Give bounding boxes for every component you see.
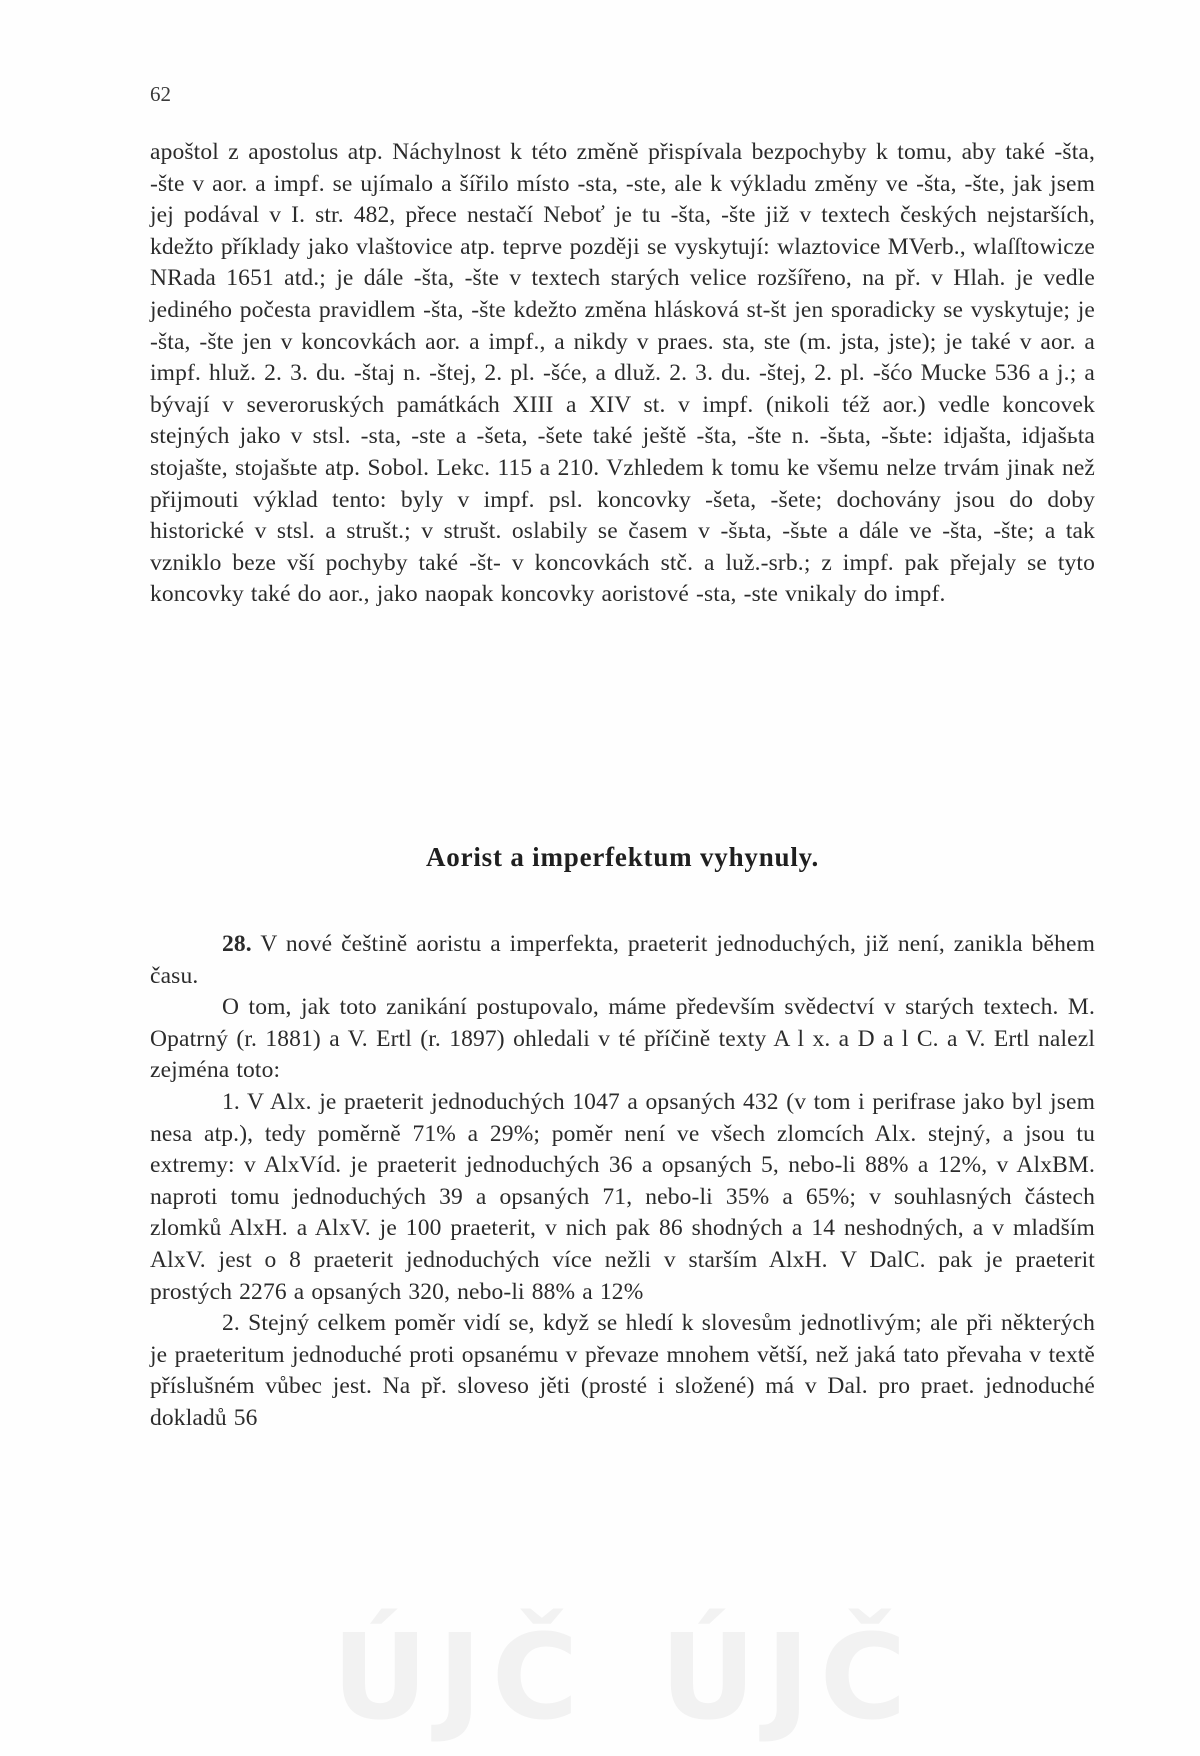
- paragraph-text: V nové češtině aoristu a imperfekta, praeterit jednoduchých, již není, zanikla během času.: [150, 931, 1095, 989]
- body-text-top: [150, 137, 1095, 611]
- paragraph-28: [150, 929, 1095, 992]
- page-number: 62: [150, 82, 171, 106]
- list-item-1: 1. V Alx. je praeterit jednoduchých 1047 a opsaných 432 (v tom i perifrase jako byl jsem nesa atp.), tedy poměrně 71% a 29%; poměr není ve všech zlomcích Alx. stejný, a jsou tu extremy: v AlxVíd. je praeterit jednoduchých 36 a opsaných 5, nebo-li 88% a 12%, v AlxBM. naproti tomu jednoduchých 39 a opsaných 71, nebo-li 35% a 65%; v souhlasných částech zlomků AlxH. a AlxV. je 100 praeterit, v nich pak 86 shodných a 14 neshodných, a v mladším AlxV. jest o 8 praeterit jednoduchých více nežli v starším AlxH. V DalC. pak je praeterit prostých 2276 a opsaných 320, nebo-li 88% a 12%: [150, 1088, 1095, 1305]
- paragraph: O tom, jak toto zanikání postupovalo, máme především svědectví v starých textech. M. Opatrný (r. 1881) a V. Ertl (r. 1897) ohledali v té příčině texty A l x. a D a l C. a V. Ertl nalezl zejména toto:: [150, 994, 1095, 1084]
- continuation-paragraph: apoštol z apostolus atp. Náchylnost k této změně přispívala bezpochyby k tomu, aby také -šta, -šte v aor. a impf. se ujímalo a šířilo místo -sta, -ste, ale k výkladu změny ve -šta, -šte, jak jsem jej podával v I. str. 482, přece nestačí Neboť je tu -šta, -šte již v textech českých nejstarších, kdežto příklady jako vlaštovice atp. teprve později se vyskytují: wlaztovice MVerb., wlaſſtowicze NRada 1651 atd.; je dále -šta, -šte v textech starých velice rozšířeno, na př. v Hlah. je vedle jediného počesta pravidlem -šta, -šte kdežto změna hlásková st-št jen sporadicky se vyskytuje; je -šta, -šte jen v koncovkách aor. a impf., a nikdy v praes. sta, ste (m. jsta, jste); je také v aor. a impf. hluž. 2. 3. du. -štaj n. -štej, 2. pl. -šće, a dluž. 2. 3. du. -štej, 2. pl. -šćo Mucke 536 a j.; a bývají v severoruských památkách XIII a XIV st. v impf. (nikoli též aor.) vedle koncovek stejných jako v stsl. -sta, -ste a -šeta, -šete také ještě -šta, -šte n. -šьta, -šьte: idjašta, idjašьta stojašte, stojašьte atp. Sobol. Lekc. 115 a 210. Vzhledem k tomu ke všemu nelze trvám jinak než přijmouti výklad tento: byly v impf. psl. koncovky -šeta, -šete; dochovány jsou do doby historické v stsl. a strušt.; v strušt. oslabily se časem v -šьta, -šьte a dále ve -šta, -šte; a tak vzniklo beze vší pochyby také -št- v koncovkách stč. a luž.-srb.; z impf. pak přejaly se tyto koncovky také do aor., jako naopak koncovky aoristové -sta, -ste vnikaly do impf.: [150, 139, 1095, 608]
- body-text-section: [150, 929, 1095, 1435]
- list-item-2: 2. Stejný celkem poměr vidí se, když se hledí k slovesům jednotlivým; ale při některých je praeteritum jednoduché proti opsanému v převaze mnohem větší, než jaká tato převaha v textě příslušném vůbec jest. Na př. sloveso jěti (prosté i složené) má v Dal. pro praet. jednoduché dokladů 56: [150, 1310, 1095, 1431]
- paragraph-number: 28.: [222, 931, 252, 957]
- watermark-logo-right: ÚJČ: [660, 1608, 917, 1746]
- section-heading: Aorist a imperfektum vyhynuly.: [425, 842, 819, 872]
- watermark-logo-left: ÚJČ: [332, 1608, 589, 1746]
